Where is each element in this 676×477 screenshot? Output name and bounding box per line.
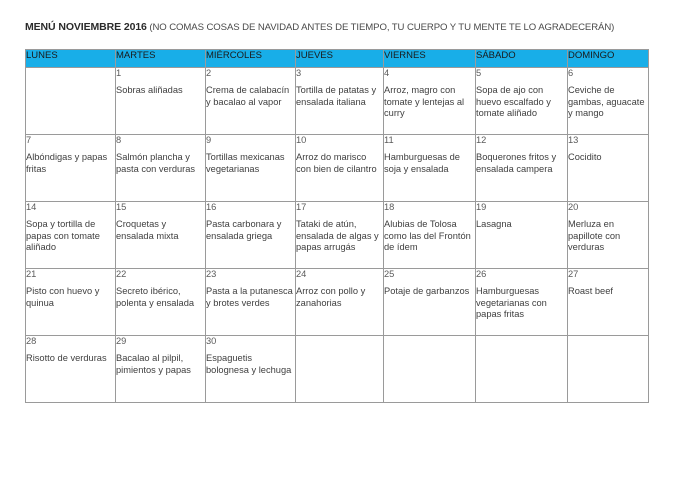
day-number: 27 — [568, 269, 579, 279]
meal-text: Risotto de verduras — [26, 353, 107, 363]
calendar-cell-day-6[interactable] — [568, 68, 649, 135]
weekday-header-lunes: LUNES — [26, 50, 116, 68]
weekday-header-domingo: DOMINGO — [568, 50, 649, 68]
calendar-cell-day-14[interactable] — [26, 202, 116, 269]
calendar-week-row — [26, 68, 649, 135]
calendar-cell-day-12[interactable] — [476, 135, 568, 202]
calendar-cell-day-29[interactable] — [116, 336, 206, 403]
weekday-header-martes: MARTES — [116, 50, 206, 68]
calendar-cell-empty[interactable] — [476, 336, 568, 403]
meal-text: Cocidito — [568, 152, 602, 162]
calendar-cell-day-21[interactable] — [26, 269, 116, 336]
meal-text: Arroz, magro con tomate y lentejas al curry — [384, 85, 465, 119]
calendar-week-row — [26, 202, 649, 269]
meal-text: Secreto ibérico, polenta y ensalada — [116, 286, 195, 308]
day-number: 16 — [206, 202, 217, 212]
day-number: 10 — [296, 135, 307, 145]
day-number: 28 — [26, 336, 37, 346]
day-number: 30 — [206, 336, 217, 346]
weekday-header-sábado: SÁBADO — [476, 50, 568, 68]
calendar-cell-day-1[interactable] — [116, 68, 206, 135]
calendar-cell-day-11[interactable] — [384, 135, 476, 202]
day-number: 12 — [476, 135, 487, 145]
day-number: 6 — [568, 68, 574, 78]
meal-text: Croquetas y ensalada mixta — [116, 219, 179, 241]
day-number: 20 — [568, 202, 579, 212]
day-number: 25 — [384, 269, 395, 279]
meal-text: Pisto con huevo y quinua — [26, 286, 100, 308]
calendar-cell-day-2[interactable] — [206, 68, 296, 135]
calendar-cell-day-13[interactable] — [568, 135, 649, 202]
calendar-cell-day-18[interactable] — [384, 202, 476, 269]
meal-text: Ceviche de gambas, aguacate y mango — [568, 85, 645, 119]
day-number: 22 — [116, 269, 127, 279]
day-number: 24 — [296, 269, 307, 279]
meal-text: Hamburguesas de soja y ensalada — [384, 152, 460, 174]
meal-text: Arroz con pollo y zanahorias — [296, 286, 366, 308]
day-number: 15 — [116, 202, 127, 212]
calendar-week-row — [26, 336, 649, 403]
meal-text: Pasta a la putanesca y brotes verdes — [206, 286, 293, 308]
day-number: 19 — [476, 202, 487, 212]
day-number: 21 — [26, 269, 37, 279]
day-number: 18 — [384, 202, 395, 212]
calendar-cell-day-15[interactable] — [116, 202, 206, 269]
calendar-cell-day-25[interactable] — [384, 269, 476, 336]
calendar-cell-day-26[interactable] — [476, 269, 568, 336]
calendar-cell-day-22[interactable] — [116, 269, 206, 336]
meal-text: Arroz do marisco con bien de cilantro — [296, 152, 377, 174]
calendar-cell-empty[interactable] — [296, 336, 384, 403]
calendar-cell-day-19[interactable] — [476, 202, 568, 269]
calendar-cell-day-24[interactable] — [296, 269, 384, 336]
calendar-container — [25, 49, 648, 403]
meal-text: Merluza en papillote con verduras — [568, 219, 621, 253]
meal-text: Roast beef — [568, 286, 613, 296]
calendar-cell-day-20[interactable] — [568, 202, 649, 269]
page-title-main: MENÚ NOVIEMBRE 2016 — [25, 21, 147, 33]
meal-text: Albóndigas y papas fritas — [26, 152, 108, 174]
day-number: 7 — [26, 135, 32, 145]
calendar-cell-day-7[interactable] — [26, 135, 116, 202]
day-number: 14 — [26, 202, 37, 212]
day-number: 5 — [476, 68, 482, 78]
menu-calendar-table — [25, 49, 649, 403]
calendar-cell-day-8[interactable] — [116, 135, 206, 202]
day-number: 2 — [206, 68, 212, 78]
day-number: 23 — [206, 269, 217, 279]
calendar-cell-day-23[interactable] — [206, 269, 296, 336]
page-title-subtitle: (NO COMAS COSAS DE NAVIDAD ANTES DE TIEMPO, TU CUERPO Y TU MENTE TE LO AGRADECERÁN) — [146, 22, 615, 33]
calendar-cell-empty[interactable] — [568, 336, 649, 403]
calendar-cell-day-27[interactable] — [568, 269, 649, 336]
calendar-cell-day-16[interactable] — [206, 202, 296, 269]
meal-text: Boquerones fritos y ensalada campera — [476, 152, 557, 174]
day-number: 26 — [476, 269, 487, 279]
meal-text: Crema de calabacín y bacalao al vapor — [206, 85, 290, 107]
day-number: 17 — [296, 202, 307, 212]
meal-text: Salmón plancha y pasta con verduras — [116, 152, 196, 174]
meal-text: Hamburguesas vegetarianas con papas fritas — [476, 286, 547, 320]
calendar-cell-empty[interactable] — [384, 336, 476, 403]
calendar-cell-day-9[interactable] — [206, 135, 296, 202]
calendar-header-row — [26, 50, 649, 68]
day-number: 29 — [116, 336, 127, 346]
weekday-header-viernes: VIERNES — [384, 50, 476, 68]
day-number: 9 — [206, 135, 212, 145]
day-number: 13 — [568, 135, 579, 145]
meal-text: Pasta carbonara y ensalada griega — [206, 219, 282, 241]
calendar-cell-day-3[interactable] — [296, 68, 384, 135]
meal-text: Lasagna — [476, 219, 512, 229]
meal-text: Bacalao al pilpil, pimientos y papas — [116, 353, 191, 375]
meal-text: Sopa y tortilla de papas con tomate aliñado — [26, 219, 100, 253]
meal-text: Sobras aliñadas — [116, 85, 183, 95]
meal-text: Tortilla de patatas y ensalada italiana — [296, 85, 377, 107]
meal-text: Tataki de atún, ensalada de algas y papas arrugás — [296, 219, 379, 253]
day-number: 11 — [384, 135, 394, 145]
calendar-cell-day-4[interactable] — [384, 68, 476, 135]
meal-text: Tortillas mexicanas vegetarianas — [206, 152, 285, 174]
calendar-cell-day-17[interactable] — [296, 202, 384, 269]
day-number: 1 — [116, 68, 122, 78]
calendar-week-row — [26, 135, 649, 202]
calendar-cell-day-30[interactable] — [206, 336, 296, 403]
day-number: 4 — [384, 68, 390, 78]
calendar-week-row — [26, 269, 649, 336]
day-number: 8 — [116, 135, 122, 145]
calendar-cell-day-5[interactable] — [476, 68, 568, 135]
weekday-header-miércoles: MIÉRCOLES — [206, 50, 296, 68]
meal-text: Potaje de garbanzos — [384, 286, 470, 296]
meal-text: Sopa de ajo con huevo escalfado y tomate aliñado — [476, 85, 551, 119]
weekday-header-jueves: JUEVES — [296, 50, 384, 68]
page-title — [25, 20, 665, 35]
meal-text: Alubias de Tolosa como las del Frontón de ídem — [384, 219, 471, 253]
calendar-cell-day-10[interactable] — [296, 135, 384, 202]
calendar-body — [26, 68, 649, 403]
day-number: 3 — [296, 68, 302, 78]
meal-text: Espaguetis bolognesa y lechuga — [206, 353, 292, 375]
calendar-cell-day-28[interactable] — [26, 336, 116, 403]
calendar-cell-empty[interactable] — [26, 68, 116, 135]
